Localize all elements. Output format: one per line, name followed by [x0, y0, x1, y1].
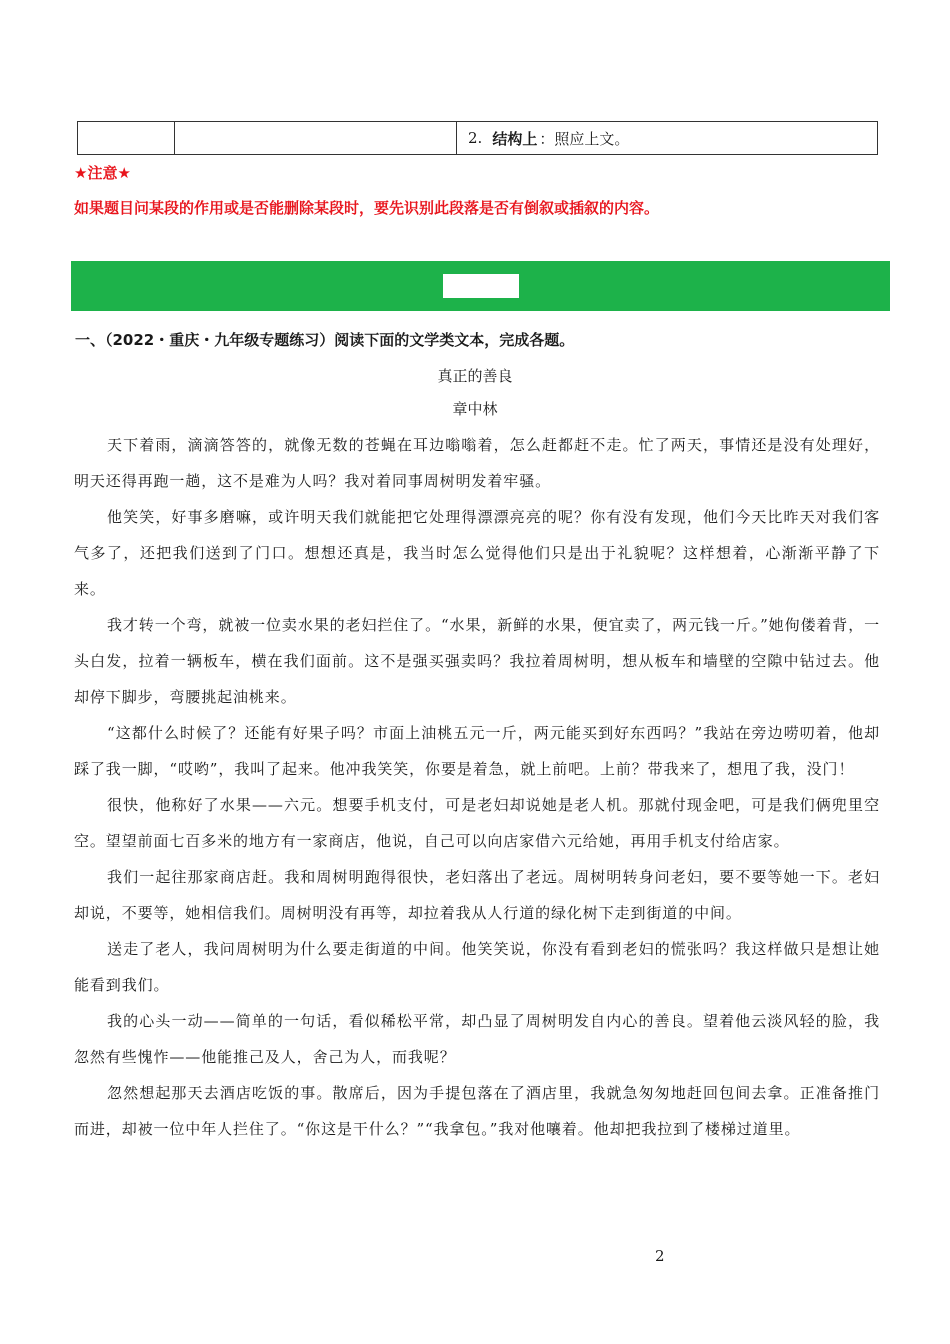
cell-number: 2. — [468, 129, 483, 147]
article-body — [74, 427, 880, 1147]
answer-table-row — [77, 121, 878, 155]
section-banner-label-box — [443, 274, 519, 298]
paragraph: 送走了老人，我问周树明为什么要走街道的中间。他笑笑说，你没有看到老妇的慌张吗？我这样做只是想让她能看到我们。 — [74, 940, 880, 994]
note-body: 如果题目问某段的作用或是否能删除某段时，要先识别此段落是否有倒叙或插叙的内容。 — [74, 199, 660, 217]
paragraph: 我才转一个弯，就被一位卖水果的老妇拦住了。“水果，新鲜的水果，便宜卖了，两元钱一斤。”她佝偻着背，一头白发，拉着一辆板车，横在我们面前。这不是强买强卖吗？我拉着周树明，想从板车和墙壁的空隙中钻过去。他却停下脚步，弯腰挑起油桃来。 — [74, 616, 880, 706]
paragraph: “这都什么时候了？还能有好果子吗？市面上油桃五元一斤，两元能买到好东西吗？”我站在旁边唠叨着，他却踩了我一脚，“哎哟”，我叫了起来。他冲我笑笑，你要是着急，就上前吧。上前？带我来了，想甩了我，没门！ — [74, 724, 880, 778]
table-cell-content — [457, 122, 877, 154]
section-banner — [71, 261, 890, 311]
table-cell-empty-2 — [175, 122, 457, 154]
paragraph: 很快，他称好了水果——六元。想要手机支付，可是老妇却说她是老人机。那就付现金吧，可是我们俩兜里空空。望望前面七百多米的地方有一家商店，他说，自己可以向店家借六元给她，再用手机支付给店家。 — [74, 796, 880, 850]
paragraph: 我们一起往那家商店赶。我和周树明跑得很快，老妇落出了老远。周树明转身问老妇，要不要等她一下。老妇却说，不要等，她相信我们。周树明没有再等，却拉着我从人行道的绿化树下走到街道的中间。 — [74, 868, 880, 922]
paragraph: 我的心头一动——简单的一句话，看似稀松平常，却凸显了周树明发自内心的善良。望着他云淡风轻的脸，我忽然有些愧怍——他能推己及人，舍己为人，而我呢？ — [74, 1012, 880, 1066]
paragraph: 天下着雨，滴滴答答的，就像无数的苍蝇在耳边嗡嗡着，怎么赶都赶不走。忙了两天，事情还是没有处理好，明天还得再跑一趟，这不是难为人吗？我对着同事周树明发着牢骚。 — [74, 436, 880, 490]
note-title: ★注意★ — [74, 164, 131, 182]
table-cell-empty-1 — [78, 122, 175, 154]
paragraph: 他笑笑，好事多磨嘛，或许明天我们就能把它处理得漂漂亮亮的呢？你有没有发现，他们今天比昨天对我们客气多了，还把我们送到了门口。想想还真是，我当时怎么觉得他们只是出于礼貌呢？这样想着，心渐渐平静了下来。 — [74, 508, 880, 598]
question-heading: 一、（2022・重庆・九年级专题练习）阅读下面的文学类文本，完成各题。 — [75, 331, 575, 349]
article-author: 章中林 — [452, 400, 498, 418]
article-title: 真正的善良 — [437, 367, 513, 385]
cell-text: ：照应上文。 — [539, 129, 630, 148]
paragraph: 忽然想起那天去酒店吃饭的事。散席后，因为手提包落在了酒店里，我就急匆匆地赶回包间去拿。正准备推门而进，却被一位中年人拦住了。“你这是干什么？”“我拿包。”我对他嚷着。他却把我拉到了楼梯过道里。 — [74, 1084, 880, 1138]
cell-bold-term: 结构上 — [492, 129, 538, 148]
page-number: 2 — [655, 1247, 665, 1265]
